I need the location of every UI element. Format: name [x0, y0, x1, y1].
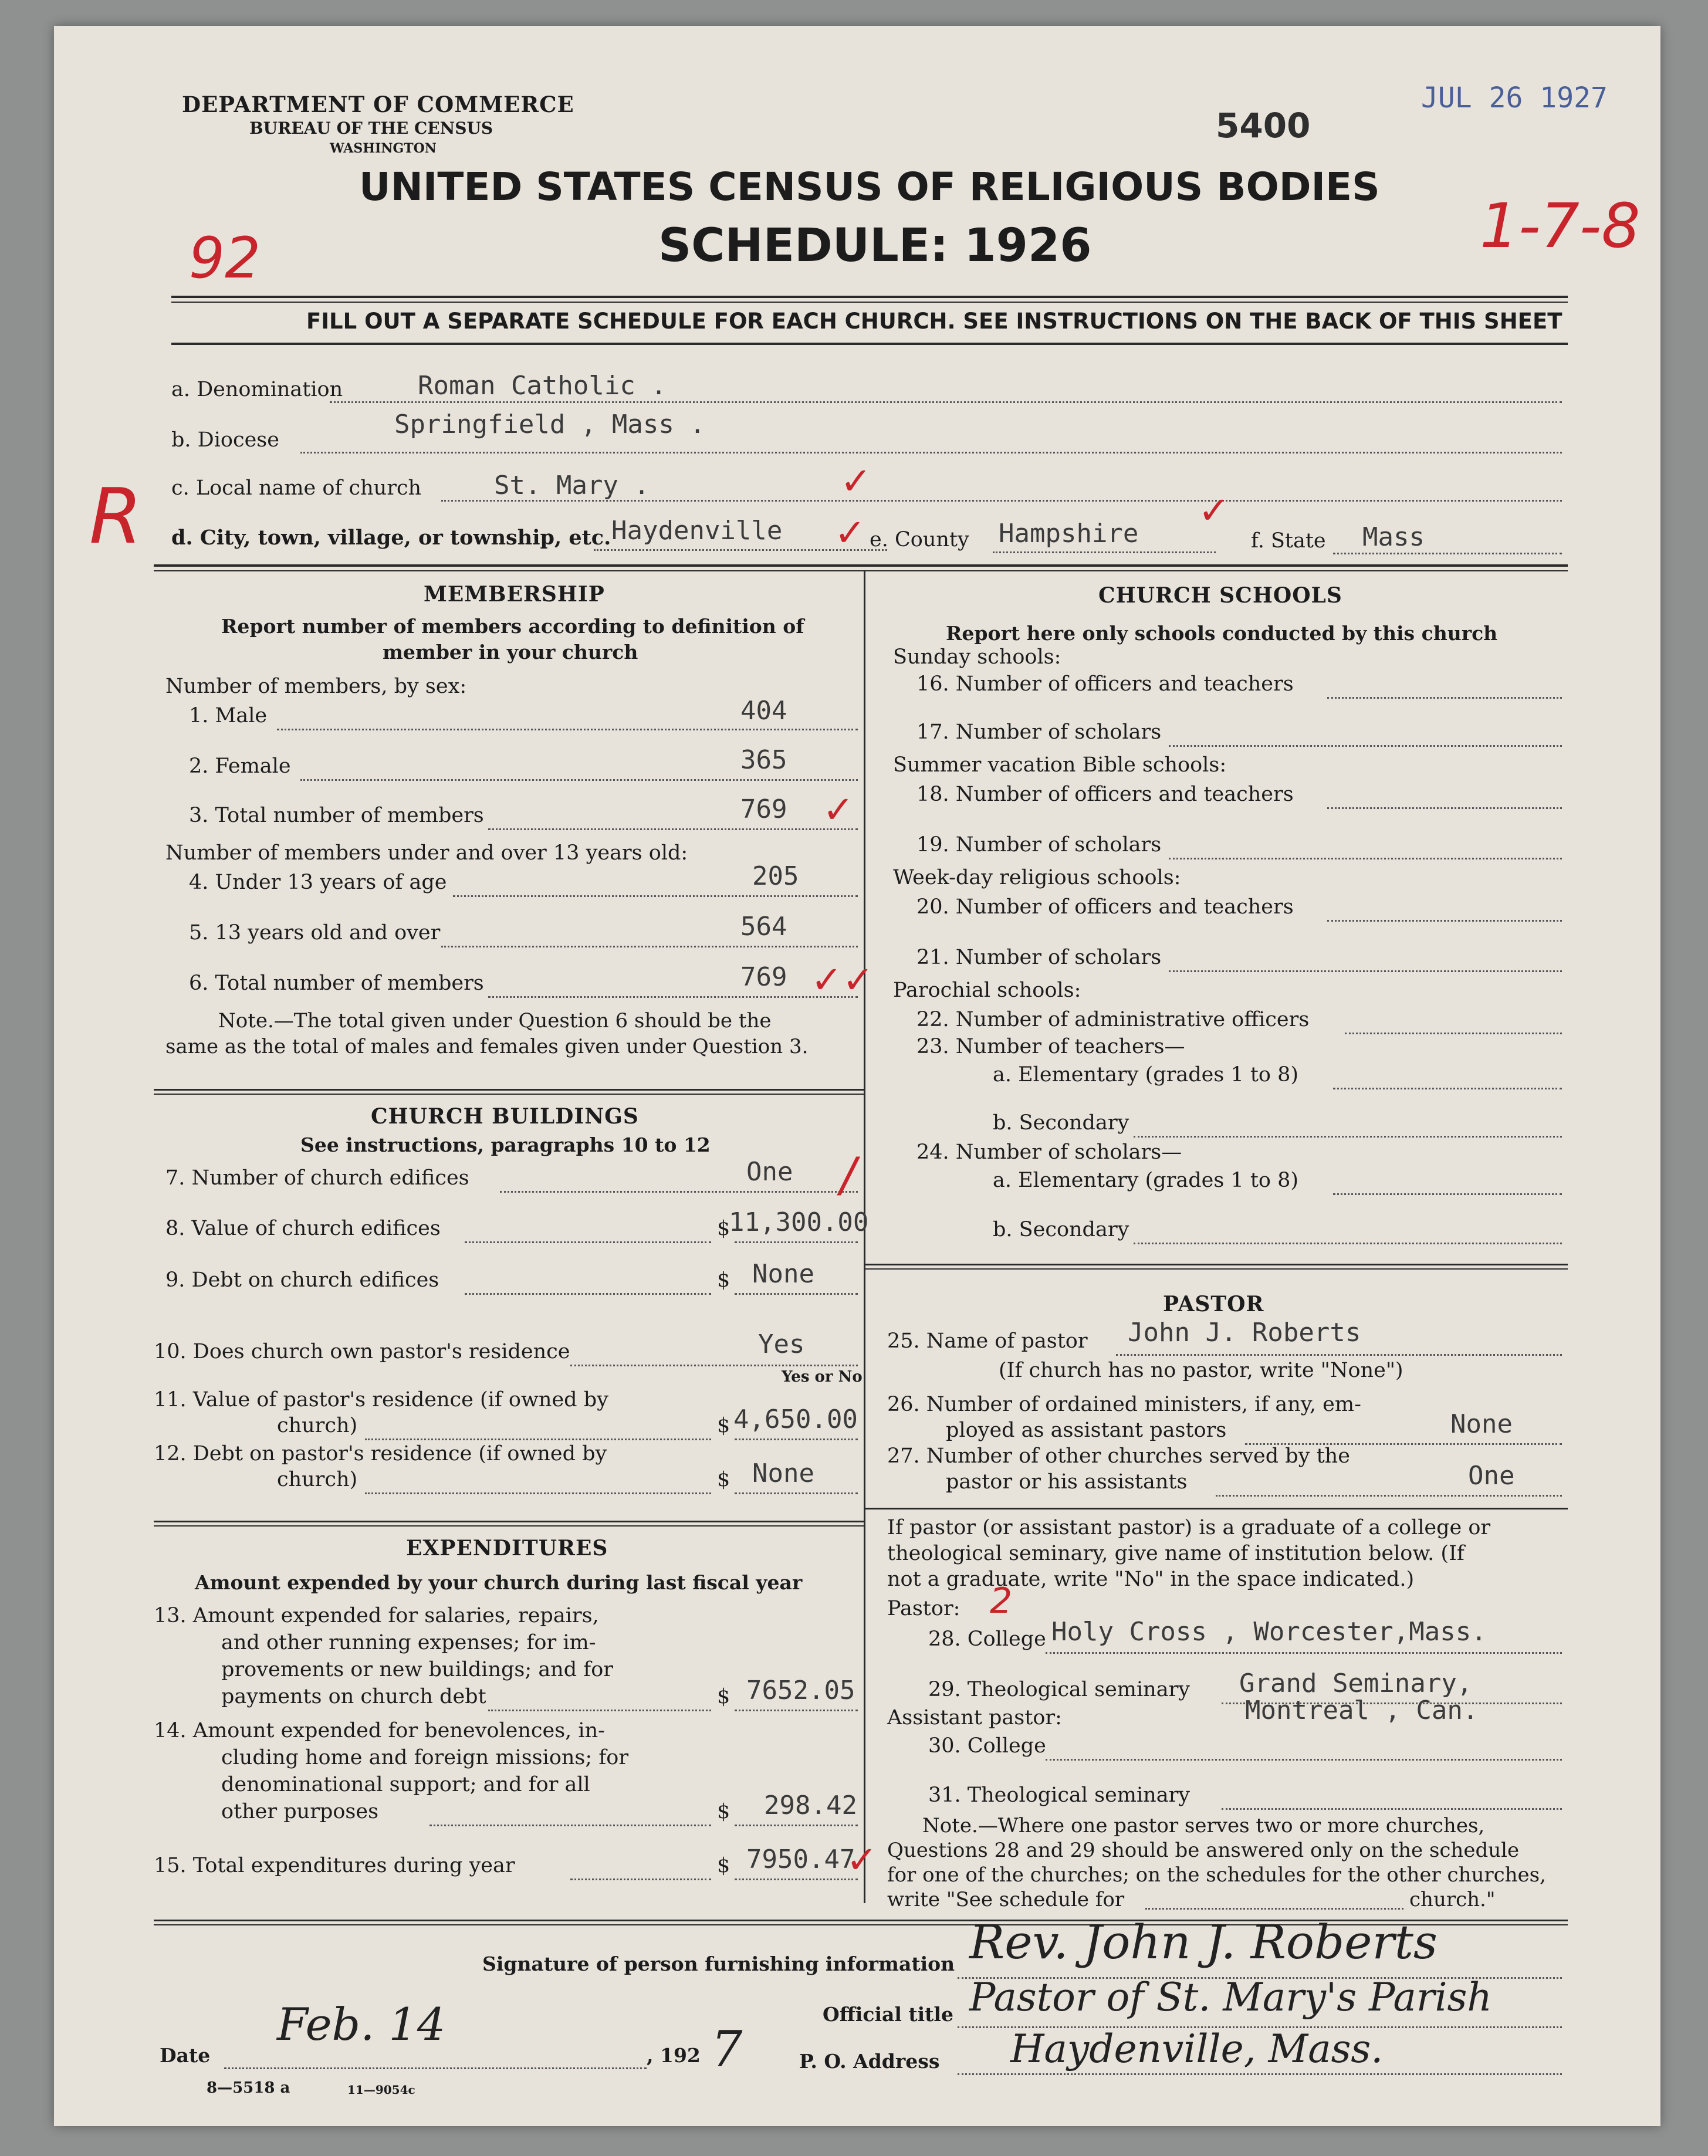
- assistant-pastor-subhead: Assistant pastor:: [887, 1706, 1062, 1729]
- q10-value: Yes: [758, 1329, 805, 1359]
- q23b-label: b. Secondary: [993, 1111, 1129, 1135]
- q5-13-and-over-value: 564: [740, 912, 787, 942]
- department-name: DEPARTMENT OF COMMERCE: [182, 92, 574, 117]
- fields-rule-2: [154, 570, 1568, 571]
- local-name-value: St. Mary .: [494, 471, 650, 500]
- q11-value: 4,650.00: [733, 1404, 858, 1434]
- q1-male-value: 404: [740, 696, 787, 726]
- q7-edifices-value: One: [746, 1157, 793, 1187]
- q23a-label: a. Elementary (grades 1 to 8): [993, 1063, 1299, 1087]
- q15-value: 7950.47: [746, 1844, 855, 1874]
- weekday-schools-label: Week-day religious schools:: [893, 866, 1181, 889]
- pastor-note-4b: church.": [1409, 1888, 1496, 1911]
- diocese-label: b. Diocese: [171, 428, 279, 452]
- q14-dollar: $: [717, 1800, 730, 1823]
- q13-dollar: $: [717, 1685, 730, 1708]
- q13-value: 7652.05: [746, 1676, 855, 1705]
- q13-line-1: 13. Amount expended for salaries, repairs,: [154, 1604, 599, 1627]
- diocese-value: Springfield , Mass .: [394, 409, 705, 439]
- received-date-stamp: JUL 26 1927: [1421, 82, 1608, 114]
- q28-label: 28. College: [928, 1627, 1046, 1651]
- expenditures-subtitle: Amount expended by your church during last fiscal year: [195, 1571, 803, 1594]
- red-mark-pastor: 2: [990, 1580, 1013, 1622]
- header-rule-top-2: [171, 302, 1568, 303]
- date-year-prefix: , 192: [647, 2044, 701, 2067]
- membership-rule: [154, 1089, 864, 1091]
- q21-label: 21. Number of scholars: [916, 946, 1162, 969]
- schedule-number-stamp: 5400: [1216, 106, 1311, 145]
- fields-rule: [154, 564, 1568, 567]
- po-address-label: P. O. Address: [799, 2050, 940, 2073]
- q29-seminary-value-2: Montreal , Can.: [1245, 1695, 1479, 1725]
- q13-line-4: payments on church debt: [221, 1685, 486, 1708]
- header-rule-top: [171, 296, 1568, 298]
- q25-label: 25. Name of pastor: [887, 1329, 1088, 1353]
- check-mark-q3: ✓: [823, 788, 854, 832]
- membership-intro-1: Report number of members according to definition of: [221, 615, 804, 638]
- q12-value: None: [752, 1458, 814, 1488]
- buildings-rule: [154, 1521, 864, 1522]
- check-mark-q15: ✓: [846, 1839, 878, 1882]
- header-rule-bottom: [171, 343, 1568, 345]
- q8-dollar: $: [717, 1217, 730, 1240]
- q12-label-1: 12. Debt on pastor's residence (if owned by: [154, 1442, 607, 1465]
- q29-seminary-value-1: Grand Seminary,: [1239, 1668, 1473, 1698]
- q26-value: None: [1450, 1409, 1513, 1439]
- check-mark-church: ✓: [840, 460, 872, 503]
- official-title-value: Pastor of St. Mary's Parish: [969, 1975, 1492, 2020]
- q2-label: 2. Female: [189, 754, 291, 778]
- membership-note-1: Note.—The total given under Question 6 should be the: [218, 1009, 772, 1033]
- print-number: 11—9054c: [347, 2083, 415, 2097]
- city-label: d. City, town, village, or township, etc.: [171, 526, 611, 550]
- state-label: f. State: [1251, 529, 1326, 553]
- red-code-right: 1-7-8: [1480, 190, 1641, 262]
- q24-label: 24. Number of scholars—: [916, 1140, 1182, 1164]
- q17-label: 17. Number of scholars: [916, 720, 1162, 744]
- q14-line-1: 14. Amount expended for benevolences, in-: [154, 1719, 605, 1742]
- q8-value: 11,300.00: [729, 1207, 869, 1237]
- q16-label: 16. Number of officers and teachers: [916, 672, 1294, 696]
- parochial-schools-label: Parochial schools:: [893, 979, 1081, 1002]
- red-mark-q7: /: [840, 1148, 856, 1202]
- schedule-title: SCHEDULE: 1926: [658, 219, 1092, 272]
- q18-label: 18. Number of officers and teachers: [916, 783, 1294, 806]
- date-label: Date: [160, 2044, 211, 2067]
- q19-label: 19. Number of scholars: [916, 833, 1162, 857]
- q24b-label: b. Secondary: [993, 1218, 1129, 1241]
- q3-label: 3. Total number of members: [189, 804, 484, 827]
- q4-under-13-value: 205: [752, 861, 799, 891]
- signature-label: Signature of person furnishing information: [482, 1952, 955, 1975]
- po-address-value: Haydenville, Mass.: [1010, 2026, 1384, 2072]
- pastor-note-1: Note.—Where one pastor serves two or more churches,: [922, 1814, 1485, 1837]
- members-by-age-label: Number of members under and over 13 years old:: [165, 841, 688, 865]
- members-by-sex-label: Number of members, by sex:: [165, 675, 467, 698]
- q27-value: One: [1468, 1461, 1515, 1491]
- q9-dollar: $: [717, 1268, 730, 1292]
- q14-line-4: other purposes: [221, 1800, 379, 1823]
- official-title-label: Official title: [823, 2003, 953, 2026]
- form-number: 8—5518 a: [207, 2079, 290, 2097]
- pastor-note-4: write "See schedule for: [887, 1888, 1125, 1911]
- q23-label: 23. Number of teachers—: [916, 1035, 1185, 1058]
- yes-or-no-hint: Yes or No: [782, 1368, 863, 1386]
- census-schedule-sheet: [54, 26, 1660, 2126]
- expenditures-heading: EXPENDITURES: [406, 1536, 608, 1561]
- q14-value: 298.42: [764, 1791, 857, 1820]
- q11-dollar: $: [717, 1414, 730, 1437]
- form-title: UNITED STATES CENSUS OF RELIGIOUS BODIES: [359, 164, 1380, 209]
- q27-line-1: 27. Number of other churches served by the: [887, 1444, 1350, 1468]
- q9-value: None: [752, 1259, 814, 1289]
- graduate-instruction-3: not a graduate, write "No" in the space indicated.): [887, 1568, 1415, 1591]
- q22-label: 22. Number of administrative officers: [916, 1008, 1310, 1031]
- q29-label: 29. Theological seminary: [928, 1678, 1190, 1701]
- q2-female-value: 365: [740, 745, 787, 775]
- pastor-rule: [864, 1508, 1568, 1509]
- buildings-heading: CHURCH BUILDINGS: [371, 1104, 639, 1129]
- q26-line-1: 26. Number of ordained ministers, if any, em-: [887, 1393, 1361, 1416]
- red-code-left: 92: [189, 225, 261, 291]
- schools-heading: CHURCH SCHOOLS: [1098, 583, 1342, 608]
- schools-rule: [864, 1264, 1568, 1265]
- signature-value: Rev. John J. Roberts: [969, 1915, 1438, 1969]
- local-name-label: c. Local name of church: [171, 476, 422, 500]
- red-r-mark: R: [89, 472, 143, 561]
- q9-label: 9. Debt on church edifices: [165, 1268, 439, 1292]
- q14-line-3: denominational support; and for all: [221, 1773, 590, 1796]
- bureau-city: WASHINGTON: [330, 141, 437, 156]
- membership-intro-2: member in your church: [383, 641, 638, 664]
- q30-label: 30. College: [928, 1734, 1046, 1758]
- q26-line-2: ployed as assistant pastors: [946, 1419, 1227, 1442]
- q6-total-value: 769: [740, 962, 787, 992]
- graduate-instruction-2: theological seminary, give name of institution below. (If: [887, 1542, 1465, 1565]
- county-label: e. County: [870, 528, 969, 551]
- sunday-schools-label: Sunday schools:: [893, 645, 1061, 669]
- q1-label: 1. Male: [189, 704, 268, 727]
- date-year-digit: 7: [711, 2020, 743, 2078]
- q12-dollar: $: [717, 1468, 730, 1491]
- check-mark-q6: ✓✓: [811, 959, 874, 1002]
- q20-label: 20. Number of officers and teachers: [916, 895, 1294, 919]
- pastor-subhead: Pastor:: [887, 1597, 960, 1620]
- buildings-subtitle: See instructions, paragraphs 10 to 12: [300, 1133, 711, 1156]
- q3-total-value: 769: [740, 794, 787, 824]
- schools-subtitle: Report here only schools conducted by this church: [946, 622, 1498, 645]
- q5-label: 5. 13 years old and over: [189, 921, 441, 945]
- q25-pastor-name: John J. Roberts: [1128, 1318, 1361, 1348]
- state-value: Mass: [1362, 522, 1425, 552]
- q6-label: 6. Total number of members: [189, 972, 484, 995]
- q11-label-2: church): [277, 1414, 358, 1437]
- date-value: Feb. 14: [277, 1998, 446, 2050]
- city-value: Haydenville: [611, 516, 783, 546]
- bureau-name: BUREAU OF THE CENSUS: [249, 119, 493, 138]
- fill-out-instructions: FILL OUT A SEPARATE SCHEDULE FOR EACH CHURCH. SEE INSTRUCTIONS ON THE BACK OF THIS SHEET: [306, 309, 1562, 334]
- check-mark-city: ✓: [834, 512, 866, 555]
- graduate-instruction-1: If pastor (or assistant pastor) is a graduate of a college or: [887, 1516, 1491, 1539]
- q24a-label: a. Elementary (grades 1 to 8): [993, 1169, 1299, 1192]
- q13-line-2: and other running expenses; for im-: [221, 1631, 596, 1654]
- county-value: Hampshire: [999, 519, 1139, 549]
- q11-label-1: 11. Value of pastor's residence (if owned by: [154, 1388, 608, 1412]
- membership-note-2: same as the total of males and females given under Question 3.: [165, 1035, 809, 1058]
- membership-heading: MEMBERSHIP: [424, 582, 605, 607]
- q4-label: 4. Under 13 years of age: [189, 871, 447, 894]
- q27-line-2: pastor or his assistants: [946, 1470, 1188, 1494]
- denomination-value: Roman Catholic .: [418, 371, 667, 401]
- q28-college-value: Holy Cross , Worcester,Mass.: [1051, 1617, 1487, 1647]
- pastor-heading: PASTOR: [1163, 1292, 1264, 1316]
- pastor-note-3: for one of the churches; on the schedules for the other churches,: [887, 1863, 1546, 1887]
- q15-label: 15. Total expenditures during year: [154, 1854, 515, 1877]
- q25-note: (If church has no pastor, write "None"): [999, 1359, 1403, 1382]
- q15-dollar: $: [717, 1854, 730, 1877]
- column-divider: [864, 571, 865, 1903]
- denomination-label: a. Denomination: [171, 378, 343, 401]
- check-mark-county: ✓: [1198, 489, 1230, 533]
- q13-line-3: provements or new buildings; and for: [221, 1658, 614, 1681]
- q31-label: 31. Theological seminary: [928, 1783, 1190, 1807]
- summer-schools-label: Summer vacation Bible schools:: [893, 753, 1227, 777]
- q8-label: 8. Value of church edifices: [165, 1217, 441, 1240]
- q14-line-2: cluding home and foreign missions; for: [221, 1746, 629, 1769]
- q10-label: 10. Does church own pastor's residence: [154, 1340, 570, 1363]
- q12-label-2: church): [277, 1468, 358, 1491]
- pastor-note-2: Questions 28 and 29 should be answered only on the schedule: [887, 1839, 1520, 1862]
- q7-label: 7. Number of church edifices: [165, 1166, 469, 1190]
